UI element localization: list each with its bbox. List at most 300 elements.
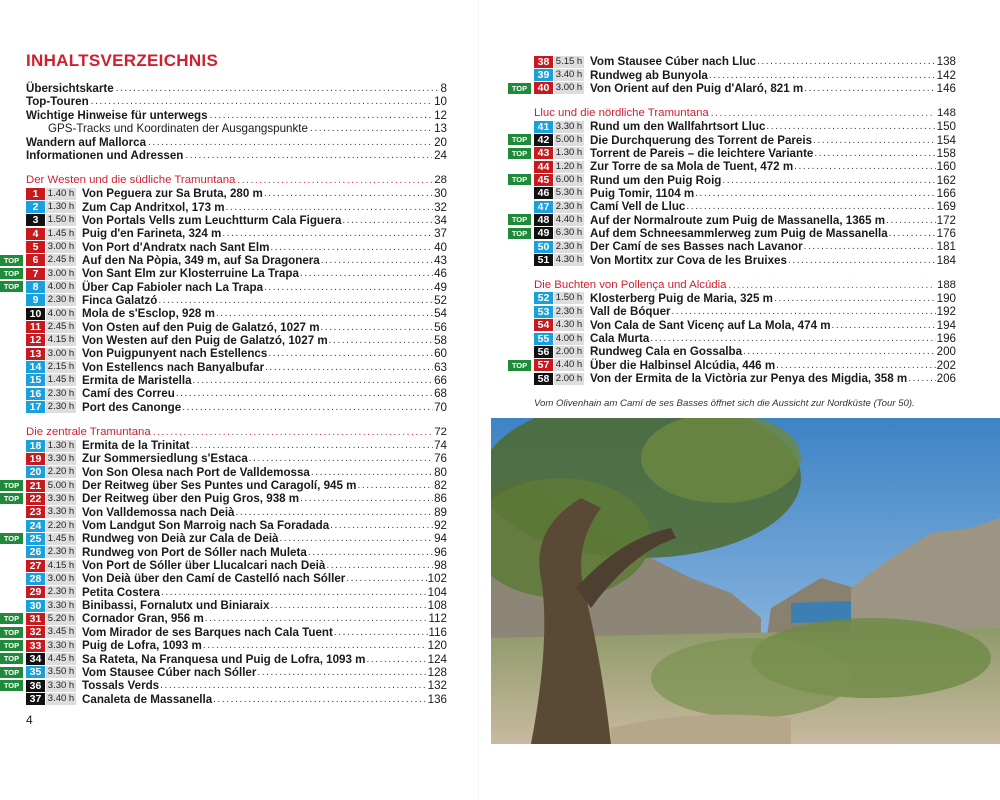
tour-number-badge: 42: [534, 134, 553, 146]
tour-page-number: 74: [434, 439, 447, 453]
tour-name: Von Osten auf den Puig de Galatzó, 1027 m: [82, 320, 320, 334]
leader-dots: [774, 292, 936, 305]
tour-duration: 2.45 h: [47, 321, 75, 333]
tour-page-number: 166: [936, 186, 956, 200]
toc-tour-entry: [511, 133, 956, 147]
tour-number-badge: 44: [534, 161, 553, 173]
tour-number-badge: 3: [26, 214, 45, 226]
tour-number-badge: 5: [26, 241, 45, 253]
tour-page-number: 142: [936, 68, 956, 82]
tour-name: Port des Canonge: [82, 400, 182, 414]
section-title: Die Buchten von Pollença und Alcúdia: [534, 278, 727, 291]
tour-number-badge: 51: [534, 254, 553, 266]
tour-page-number: 181: [936, 240, 956, 254]
tour-number-badge: 57: [534, 359, 553, 371]
tour-duration: 2.15 h: [47, 361, 75, 373]
leader-dots: [908, 372, 935, 385]
tour-page-number: 112: [428, 612, 447, 626]
leader-dots: [193, 374, 434, 387]
tour-name: Auf den Na Pòpia, 349 m, auf Sa Dragonera: [82, 253, 320, 267]
tour-number-badge: 36: [26, 680, 45, 692]
tour-name: Von Westen auf den Puig de Galatzó, 1027 m: [82, 333, 328, 347]
toc-tour-entry: [534, 68, 956, 81]
leader-dots: [148, 136, 432, 149]
page-number: 4: [26, 713, 33, 727]
top-tour-badge: TOP: [508, 174, 531, 185]
leader-dots: [160, 679, 427, 692]
tour-duration: 3.00 h: [47, 267, 75, 279]
tour-duration: 3.30 h: [47, 639, 75, 651]
toc-tour-entry: [26, 307, 447, 320]
tour-name: Von Puigpunyent nach Estellencs: [82, 347, 268, 361]
tour-duration: 2.30 h: [555, 305, 583, 317]
leader-dots: [326, 559, 433, 572]
tour-name: Von Sant Elm zur Klosterruine La Trapa: [82, 267, 299, 281]
tour-page-number: 120: [427, 639, 447, 653]
leader-dots: [191, 439, 434, 452]
tour-number-badge: 41: [534, 121, 553, 133]
entry-page-number: 20: [434, 135, 447, 149]
tour-name: Von Cala de Sant Vicenç auf La Mola, 474 m: [590, 318, 831, 332]
tour-number-badge: 7: [26, 268, 45, 280]
tour-name: Rund um den Puig Roig: [590, 173, 722, 187]
tour-number-badge: 22: [26, 493, 45, 505]
entry-page-number: 10: [434, 95, 447, 108]
toc-tour-entry: [26, 374, 447, 387]
leader-dots: [308, 546, 433, 559]
section-title: Lluc und die nördliche Tramuntana: [534, 107, 709, 120]
leader-dots: [329, 334, 433, 347]
leader-dots: [711, 107, 935, 120]
tour-number-badge: 21: [26, 480, 45, 492]
toc-tour-entry: [26, 360, 447, 373]
tour-duration: 1.45 h: [47, 532, 75, 544]
tour-name: Rund um den Wallfahrtsort Lluc: [590, 120, 766, 134]
top-tour-badge: TOP: [0, 533, 23, 544]
tour-page-number: 82: [434, 479, 447, 493]
tour-page-number: 192: [936, 305, 956, 319]
leader-dots: [116, 82, 439, 95]
tour-number-badge: 24: [26, 520, 45, 532]
tour-name: Torrent de Pareis – die leichtere Variante: [590, 146, 814, 160]
entry-label: Wandern auf Mallorca: [26, 135, 147, 149]
tour-number-badge: 40: [534, 82, 553, 94]
tour-duration: 3.40 h: [555, 69, 583, 81]
leader-dots: [161, 586, 427, 599]
tour-page-number: 58: [434, 333, 447, 347]
toc-general-entry: [26, 108, 447, 122]
tour-name: Camí des Correu: [82, 387, 175, 401]
leader-dots: [300, 267, 433, 280]
toc-tour-entry: [3, 532, 447, 546]
tour-page-number: 66: [434, 373, 447, 387]
leader-dots: [788, 254, 936, 267]
tour-name: Puig Tomir, 1104 m: [590, 186, 695, 200]
leader-dots: [357, 479, 433, 492]
toc-tour-entry: [511, 173, 956, 187]
toc-tour-entry: [26, 519, 447, 532]
tour-page-number: 154: [936, 133, 956, 147]
leader-dots: [776, 359, 936, 372]
tour-duration: 1.30 h: [47, 439, 75, 451]
tour-name: Vom Stausee Cúber nach Lluc: [590, 55, 757, 69]
tour-duration: 1.45 h: [47, 227, 75, 239]
toc-tour-entry: [511, 81, 956, 95]
tour-duration: 1.50 h: [47, 214, 75, 226]
tour-name: Von Mortitx zur Cova de les Bruixes: [590, 253, 787, 267]
tour-page-number: 202: [936, 358, 956, 372]
tour-number-badge: 4: [26, 228, 45, 240]
tour-duration: 5.15 h: [555, 55, 583, 67]
tour-duration: 4.30 h: [555, 319, 583, 331]
leader-dots: [650, 332, 935, 345]
tour-duration: 4.00 h: [555, 332, 583, 344]
tour-number-badge: 55: [534, 333, 553, 345]
toc-general-entry: [26, 122, 447, 136]
leader-dots: [794, 160, 936, 173]
tour-name: Über Cap Fabioler nach La Trapa: [82, 280, 264, 294]
leader-dots: [158, 294, 433, 307]
tour-duration: 1.30 h: [555, 147, 583, 159]
toc-tour-entry: [26, 692, 447, 705]
entry-label: Top-Touren: [26, 95, 89, 108]
toc-tour-entry: [511, 226, 956, 240]
top-tour-badge: TOP: [508, 134, 531, 145]
tour-name: Von der Ermita de la Victòria zur Penya des Migdia, 358 m: [590, 372, 908, 386]
tour-duration: 2.30 h: [555, 200, 583, 212]
leader-dots: [886, 214, 936, 227]
toc-tour-entry: [26, 559, 447, 572]
leader-dots: [222, 227, 433, 240]
tour-name: Puig de Lofra, 1093 m: [82, 639, 202, 653]
toc-tour-entry: [26, 546, 447, 559]
leader-dots: [264, 187, 433, 200]
tour-page-number: 128: [427, 665, 447, 679]
tour-number-badge: 2: [26, 201, 45, 213]
tour-page-number: 37: [434, 227, 447, 241]
section-title: Die zentrale Tramuntana: [26, 425, 151, 438]
tour-page-number: 190: [936, 291, 956, 305]
tour-name: Tossals Verds: [82, 679, 160, 693]
tour-page-number: 102: [427, 572, 447, 586]
tour-number-badge: 19: [26, 453, 45, 465]
top-tour-badge: TOP: [0, 627, 23, 638]
leader-dots: [236, 506, 434, 519]
tour-page-number: 160: [936, 160, 956, 174]
tour-name: Über die Halbinsel Alcúdia, 446 m: [590, 358, 776, 372]
top-tour-badge: TOP: [0, 480, 23, 491]
tour-page-number: 96: [434, 545, 447, 559]
tour-duration: 6.00 h: [555, 174, 583, 186]
tour-page-number: 200: [936, 345, 956, 359]
tour-number-badge: 30: [26, 600, 45, 612]
leader-dots: [672, 305, 936, 318]
toc-section-heading: [534, 107, 956, 120]
tour-name: Canaleta de Massanella: [82, 692, 213, 706]
leader-dots: [153, 426, 433, 439]
tour-page-number: 54: [434, 307, 447, 321]
leader-dots: [213, 693, 426, 706]
tour-duration: 3.00 h: [47, 572, 75, 584]
tour-duration: 3.30 h: [47, 452, 75, 464]
tour-page-number: 132: [427, 679, 447, 693]
tour-page-number: 94: [434, 532, 447, 546]
top-tour-badge: TOP: [0, 680, 23, 691]
tour-page-number: 30: [434, 187, 447, 201]
toc-tour-entry: [3, 652, 447, 666]
tour-duration: 2.30 h: [47, 387, 75, 399]
toc-tour-entry: [26, 240, 447, 253]
toc-tour-entry: [26, 506, 447, 519]
tour-number-badge: 31: [26, 613, 45, 625]
tour-page-number: 146: [936, 81, 956, 95]
leader-dots: [722, 174, 935, 187]
top-tour-badge: TOP: [0, 653, 23, 664]
leader-dots: [182, 401, 433, 414]
page-title: INHALTSVERZEICHNIS: [26, 51, 219, 70]
leader-dots: [257, 666, 426, 679]
tour-duration: 5.00 h: [47, 479, 75, 491]
tour-page-number: 32: [434, 200, 447, 214]
tour-duration: 5.00 h: [555, 134, 583, 146]
toc-tour-entry: [534, 200, 956, 213]
tour-duration: 3.30 h: [47, 679, 75, 691]
tour-name: Vom Mirador de ses Barques nach Cala Tuent: [82, 625, 333, 639]
tour-duration: 1.40 h: [47, 187, 75, 199]
toc-general-entry: [26, 149, 447, 163]
tour-page-number: 70: [434, 400, 447, 414]
tour-page-number: 56: [434, 320, 447, 334]
tour-number-badge: 38: [534, 56, 553, 68]
leader-dots: [249, 452, 433, 465]
toc-tour-entry: [534, 372, 956, 385]
page-gutter: [478, 0, 479, 800]
tour-name: Klosterberg Puig de Maria, 325 m: [590, 291, 773, 305]
toc-tour-entry: [534, 240, 956, 253]
toc-tour-entry: [26, 572, 447, 585]
toc-right-column: [511, 55, 956, 386]
leader-dots: [203, 639, 427, 652]
tour-number-badge: 43: [534, 147, 553, 159]
toc-tour-entry: [3, 267, 447, 281]
tour-number-badge: 32: [26, 626, 45, 638]
toc-tour-entry: [26, 214, 447, 227]
tour-page-number: 43: [434, 253, 447, 267]
tour-page-number: 124: [427, 652, 447, 666]
tour-duration: 3.30 h: [47, 506, 75, 518]
tour-duration: 4.00 h: [47, 307, 75, 319]
tour-name: Mola de s'Esclop, 928 m: [82, 307, 215, 321]
tour-duration: 2.00 h: [555, 372, 583, 384]
leader-dots: [280, 532, 434, 545]
tour-number-badge: 37: [26, 693, 45, 705]
tour-number-badge: 29: [26, 586, 45, 598]
tour-number-badge: 12: [26, 334, 45, 346]
leader-dots: [366, 653, 426, 666]
tour-number-badge: 54: [534, 319, 553, 331]
leader-dots: [729, 279, 935, 292]
tour-number-badge: 15: [26, 374, 45, 386]
tour-number-badge: 35: [26, 666, 45, 678]
toc-tour-entry: [511, 358, 956, 372]
tour-duration: 4.30 h: [555, 254, 583, 266]
tour-name: Auf der Normalroute zum Puig de Massanella, 1365 m: [590, 213, 886, 227]
leader-dots: [237, 174, 432, 187]
tour-number-badge: 39: [534, 69, 553, 81]
toc-tour-entry: [3, 665, 447, 679]
tour-name: Der Reitweg über den Puig Gros, 938 m: [82, 492, 300, 506]
section-page-number: 28: [434, 174, 447, 186]
tour-duration: 3.50 h: [47, 666, 75, 678]
leader-dots: [889, 227, 936, 240]
leader-dots: [757, 55, 936, 68]
tour-duration: 3.45 h: [47, 626, 75, 638]
leader-dots: [270, 241, 433, 254]
toc-tour-entry: [3, 253, 447, 267]
toc-tour-entry: [3, 479, 447, 493]
tour-name: Cala Murta: [590, 332, 650, 346]
leader-dots: [342, 214, 433, 227]
tour-duration: 2.45 h: [47, 254, 75, 266]
tour-page-number: 194: [936, 318, 956, 332]
leader-dots: [216, 307, 433, 320]
tour-duration: 3.30 h: [47, 599, 75, 611]
tour-number-badge: 50: [534, 241, 553, 253]
tour-number-badge: 28: [26, 573, 45, 585]
top-tour-badge: TOP: [0, 255, 23, 266]
tour-number-badge: 20: [26, 466, 45, 478]
top-tour-badge: TOP: [508, 83, 531, 94]
top-tour-badge: TOP: [508, 228, 531, 239]
leader-dots: [743, 345, 936, 358]
tour-duration: 2.30 h: [47, 401, 75, 413]
toc-tour-entry: [26, 227, 447, 240]
leader-dots: [334, 626, 428, 639]
tour-duration: 2.30 h: [555, 240, 583, 252]
tour-page-number: 136: [427, 692, 447, 706]
toc-tour-entry: [26, 187, 447, 200]
toc-tour-entry: [26, 439, 447, 452]
tour-number-badge: 49: [534, 227, 553, 239]
tour-number-badge: 9: [26, 294, 45, 306]
tour-duration: 3.30 h: [47, 492, 75, 504]
tour-duration: 2.30 h: [47, 586, 75, 598]
leader-dots: [766, 120, 935, 133]
tour-duration: 3.40 h: [47, 693, 75, 705]
tour-name: Sa Rateta, Na Franquesa und Puig de Lofra, 1093 m: [82, 652, 366, 666]
toc-tour-entry: [534, 120, 956, 133]
tour-duration: 4.40 h: [555, 214, 583, 226]
toc-section-heading: [26, 174, 447, 187]
entry-page-number: 13: [434, 122, 447, 135]
toc-tour-entry: [26, 452, 447, 465]
tour-number-badge: 52: [534, 292, 553, 304]
tour-name: Ermita de Maristella: [82, 373, 192, 387]
tour-duration: 1.20 h: [555, 160, 583, 172]
tour-page-number: 176: [936, 226, 956, 240]
tour-duration: 4.45 h: [47, 653, 75, 665]
toc-tour-entry: [534, 305, 956, 318]
leader-dots: [686, 200, 935, 213]
toc-tour-entry: [26, 334, 447, 347]
leader-dots: [709, 69, 936, 82]
top-tour-badge: TOP: [0, 613, 23, 624]
tour-name: Rundweg von Deià zur Cala de Deià: [82, 532, 279, 546]
entry-page-number: 12: [434, 108, 447, 122]
toc-tour-entry: [3, 612, 447, 626]
tour-number-badge: 27: [26, 560, 45, 572]
olive-tree-landscape-photo: [491, 418, 1000, 744]
tour-page-number: 172: [936, 213, 956, 227]
tour-page-number: 34: [434, 213, 447, 227]
tour-name: Zur Torre de sa Mola de Tuent, 472 m: [590, 160, 794, 174]
tour-name: Vom Stausee Cúber nach Sóller: [82, 665, 257, 679]
entry-label: Informationen und Adressen: [26, 149, 184, 162]
leader-dots: [310, 122, 432, 135]
tour-name: Von Port d'Andratx nach Sant Elm: [82, 240, 270, 254]
tour-number-badge: 10: [26, 308, 45, 320]
leader-dots: [205, 612, 428, 625]
tour-duration: 2.20 h: [47, 466, 75, 478]
tour-number-badge: 16: [26, 388, 45, 400]
section-title: Der Westen und die südliche Tramuntana: [26, 174, 236, 186]
tour-name: Zur Sommersiedlung s'Estaca: [82, 452, 248, 466]
tour-duration: 2.20 h: [47, 519, 75, 531]
tour-duration: 3.00 h: [47, 241, 75, 253]
leader-dots: [300, 492, 433, 505]
leader-dots: [176, 387, 433, 400]
toc-tour-entry: [534, 253, 956, 266]
tour-duration: 5.20 h: [47, 612, 75, 624]
tour-name: Rundweg Cala en Gossalba: [590, 345, 743, 359]
tour-page-number: 104: [427, 585, 447, 599]
tour-name: Camí Vell de Lluc: [590, 200, 686, 214]
toc-tour-entry: [534, 345, 956, 358]
tour-page-number: 63: [434, 360, 447, 374]
tour-page-number: 46: [434, 267, 447, 281]
tour-name: Die Durchquerung des Torrent de Pareis: [590, 133, 813, 147]
top-tour-badge: TOP: [0, 667, 23, 678]
toc-tour-entry: [3, 679, 447, 693]
tour-number-badge: 8: [26, 281, 45, 293]
leader-dots: [321, 254, 433, 267]
leader-dots: [226, 201, 434, 214]
tour-duration: 1.45 h: [47, 374, 75, 386]
toc-tour-entry: [3, 639, 447, 653]
tour-name: Petita Costera: [82, 585, 160, 599]
tour-name: Rundweg von Port de Sóller nach Muleta: [82, 545, 307, 559]
leader-dots: [804, 82, 935, 95]
tour-duration: 1.50 h: [555, 292, 583, 304]
tour-number-badge: 14: [26, 361, 45, 373]
tour-name: Zum Cap Andritxol, 173 m: [82, 200, 225, 214]
toc-tour-entry: [3, 625, 447, 639]
tour-page-number: 138: [936, 55, 956, 69]
section-page-number: 188: [936, 278, 956, 291]
tour-page-number: 52: [434, 293, 447, 307]
tour-name: Auf dem Schneesammlerweg zum Puig de Massanella: [590, 226, 888, 240]
toc-section-heading: [26, 426, 447, 439]
tour-name: Puig d'en Farineta, 324 m: [82, 227, 222, 241]
leader-dots: [330, 519, 433, 532]
tour-duration: 4.00 h: [47, 281, 75, 293]
photo-caption: Vom Olivenhain am Camí de ses Basses öffnet sich die Aussicht zur Nordküste (Tour 50).: [534, 398, 915, 409]
tour-number-badge: 56: [534, 346, 553, 358]
toc-tour-entry: [26, 294, 447, 307]
tour-name: Von Deià über den Camí de Castelló nach Sóller: [82, 572, 346, 586]
toc-tour-entry: [534, 187, 956, 200]
toc-tour-entry: [26, 599, 447, 612]
